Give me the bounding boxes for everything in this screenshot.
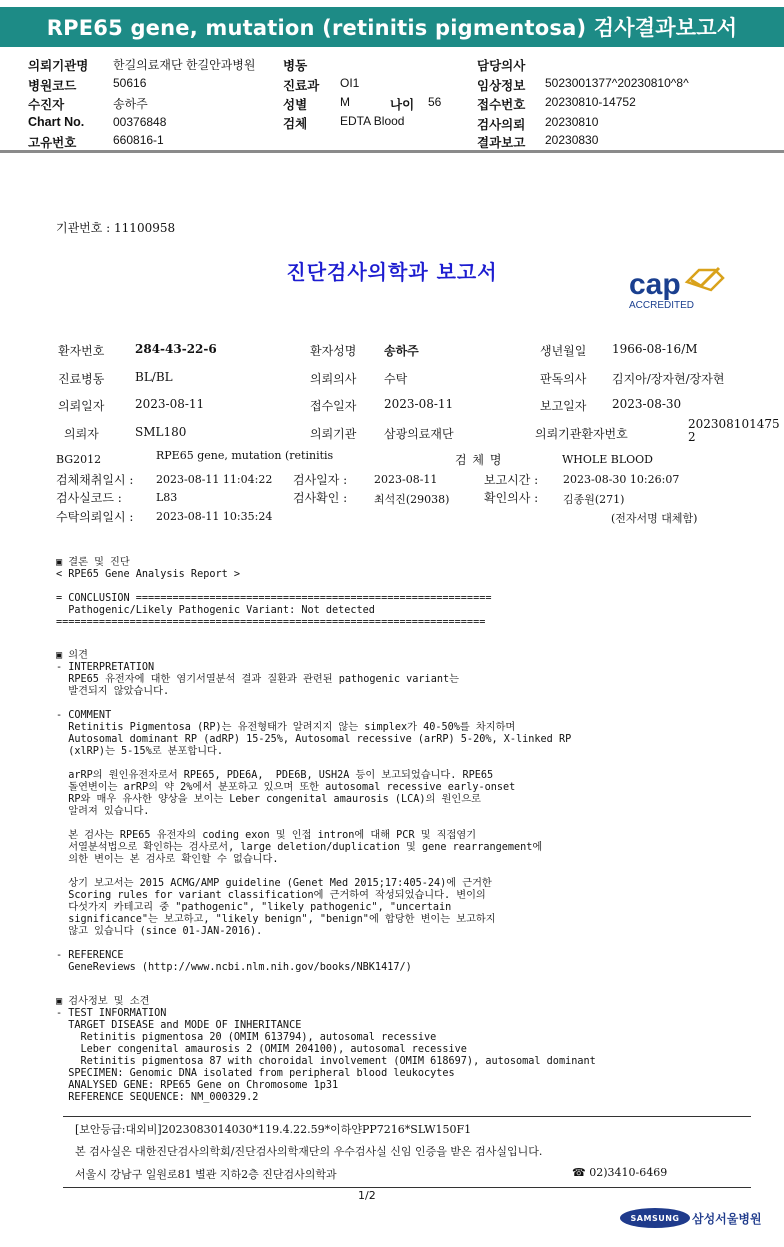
inst-value: 한길의료재단 한길안과병원 [113, 58, 256, 72]
dept-label: 진료과 [283, 79, 320, 93]
patient-no-label: 환자번호 [58, 344, 105, 358]
report-banner [0, 7, 784, 47]
dept-value: OI1 [340, 76, 360, 90]
patient-no: 284-43-22-6 [135, 342, 217, 356]
code-label: 병원코드 [28, 79, 77, 93]
ward: BL/BL [135, 370, 173, 384]
samsung-logo [620, 1208, 690, 1228]
conclusion-section: ▣ 결론 및 진단 < RPE65 Gene Analysis Report > = CONCLUSION ========================================================== Pathogenic/Likely Pathogenic Variant: Not detected ====================================================================== [56, 557, 492, 628]
consign: 2023-08-11 10:35:24 [156, 510, 273, 523]
uid-label: 고유번호 [28, 136, 77, 150]
result-value: 20230830 [545, 133, 599, 147]
patient-name: 송하주 [384, 344, 419, 358]
rec-date: 2023-08-11 [384, 397, 454, 411]
test-info-section: ▣ 검사정보 및 소견 - TEST INFORMATION TARGET DISEASE and MODE OF INHERITANCE Retinitis pigmentosa 20 (OMIM 613794), autosomal recessive Leber congenital amaurosis 2 (OMIM 204100), autosomal recessive Retinitis pigmentosa 87 with choroidal involvement (OMIM 618697), autosomal dominant SPECIMEN: Genomic DNA isolated from peripheral blood leukocytes ANALYSED GENE: RPE65 Gene on Chromosome 1p31 REFERENCE SEQUENCE: NM_000329.2 [56, 996, 596, 1103]
institution-number: 기관번호 : 11100958 [56, 221, 176, 235]
confirm-doc-label: 확인의사 : [484, 491, 539, 505]
report-time-label: 보고시간 : [484, 473, 539, 487]
collect-label: 검체채취일시 : [56, 473, 134, 487]
doctor-label: 담당의사 [477, 59, 526, 73]
specimen-value: EDTA Blood [340, 114, 405, 128]
rep-date-label: 보고일자 [540, 399, 587, 413]
test-name: RPE65 gene, mutation (retinitis [156, 449, 334, 462]
lab-phone: ☎ 02)3410-6469 [572, 1166, 668, 1179]
collect: 2023-08-11 11:04:22 [156, 473, 273, 486]
confirm-doc: 김종원(271) [563, 493, 625, 506]
rec-date-label: 접수일자 [310, 399, 357, 413]
certification-note: 본 검사실은 대한진단검사의학회/진단검사의학재단의 우수검사실 신임 인증을 받은 검사실입니다. [75, 1145, 543, 1158]
requester-label: 의뢰자 [64, 427, 99, 441]
test-date-label: 검사일자 : [293, 473, 348, 487]
room: L83 [156, 491, 178, 504]
clinical-label: 임상정보 [477, 79, 526, 93]
header-info [0, 52, 784, 152]
room-label: 검사실코드 : [56, 491, 122, 505]
req-inst-label: 의뢰기관 [310, 427, 357, 441]
dob-label: 생년월일 [540, 344, 587, 358]
footer-divider-top [63, 1116, 751, 1117]
chart-label: Chart No. [28, 115, 85, 129]
request-value: 20230810 [545, 115, 599, 129]
hospital-name: 삼성서울병원 [692, 1212, 762, 1226]
req-date: 2023-08-11 [135, 397, 205, 411]
result-label: 결과보고 [477, 136, 526, 150]
cap-accredited-logo [627, 264, 727, 310]
header-divider [0, 150, 784, 153]
recv-value: 송하주 [113, 97, 148, 111]
footer-divider-bottom [63, 1187, 751, 1188]
req-inst: 삼광의료재단 [384, 427, 454, 441]
banner-title: RPE65 gene, mutation (retinitis pigmentosa) 검사결과보고서 [46, 16, 738, 40]
clinical-value: 5023001377^20230810^8^ [545, 76, 689, 90]
chart-value: 00376848 [113, 115, 167, 129]
brand-text: SAMSUNG [630, 1213, 680, 1223]
report-title: 진단검사의학과 보고서 [286, 260, 498, 284]
consign-label: 수탁의뢰일시 : [56, 510, 134, 524]
patient-name-label: 환자성명 [310, 344, 357, 358]
rep-date: 2023-08-30 [612, 397, 682, 411]
req-inst-pt: 202308101475 2 [688, 417, 780, 444]
receipt-value: 20230810-14752 [545, 95, 636, 109]
uid-value: 660816-1 [113, 133, 164, 147]
age-value: 56 [428, 95, 442, 109]
test-date: 2023-08-11 [374, 473, 438, 486]
req-date-label: 의뢰일자 [58, 399, 105, 413]
observer: 김지아/장자현/장자현 [612, 372, 725, 386]
specimen-label: 검체 [283, 117, 308, 131]
page-number: 1/2 [358, 1189, 376, 1202]
receipt-label: 접수번호 [477, 98, 526, 112]
report-time: 2023-08-30 10:26:07 [563, 473, 680, 486]
req-inst-pt-label: 의뢰기관환자번호 [535, 427, 628, 441]
inst-label: 의뢰기관명 [28, 59, 89, 73]
spec: WHOLE BLOOD [562, 453, 653, 466]
spec-label: 검 체 명 [455, 453, 503, 467]
doctor: 수탁 [384, 372, 408, 386]
doctor-label-2: 의뢰의사 [310, 372, 357, 386]
lab-address: 서울시 강남구 일원로81 별관 지하2층 진단검사의학과 [75, 1168, 337, 1181]
security-line: [보안등급:대외비]2023083014030*119.4.22.59*이하얀PP7216*SLW150F1 [75, 1123, 472, 1136]
confirm: 최석진(29038) [374, 493, 450, 506]
svg-text:ACCREDITED: ACCREDITED [629, 300, 695, 310]
sex-value: M [340, 95, 350, 109]
sex-label: 성별 [283, 98, 308, 112]
test-code: BG2012 [56, 453, 102, 466]
request-label: 검사의뢰 [477, 118, 526, 132]
dob: 1966-08-16/M [612, 342, 698, 356]
ward-label: 병동 [283, 59, 308, 73]
ward-label-2: 진료병동 [58, 372, 105, 386]
esign-note: (전자서명 대체함) [611, 512, 698, 525]
svg-text:cap: cap [629, 268, 681, 301]
recv-label: 수진자 [28, 98, 65, 112]
age-label: 나이 [390, 98, 415, 112]
requester: SML180 [135, 425, 187, 439]
observer-label: 판독의사 [540, 372, 587, 386]
confirm-label: 검사확인 : [293, 491, 348, 505]
code-value: 50616 [113, 76, 147, 90]
opinion-section: ▣ 의견 - INTERPRETATION RPE65 유전자에 대한 염기서열분석 결과 질환과 관련된 pathogenic variant는 발견되지 않았습니다. - COMMENT Retinitis Pigmentosa (RP)는 유전형태가 알려지지 않는 simplex가 40-50%를 차지하며 Autosomal dominant RP (adRP) 15-25%, Autosomal recessive (arRP) 5-20%, X-linked RP (xlRP)는 5-15%로 분포합니다. arRP의 원인유전자로서 RPE65, PDE6A, PDE6B, USH2A 등이 보고되었습니다. RPE65 돌연변이는 arRP의 약 2%에서 분포하고 있으며 또한 autosomal recessive early-onset RP와 매우 유사한 양상을 보이는 Leber congenital amaurosis (LCA)의 원인으로 알려져 있습니다. 본 검사는 RPE65 유전자의 coding exon 및 인접 intron에 대해 PCR 및 직접염기 서열분석법으로 확인하는 검사로서, large deletion/duplication 및 gene rearrangement에 의한 변이는 본 검사로 확인할 수 없습니다. 상기 보고서는 2015 ACMG/AMP guideline (Genet Med 2015;17:405-24)에 근거한 Scoring rules for variant classification에 근거하여 작성되었습니다. 변이의 다섯가지 카테고리 중 "pathogenic", "likely pathogenic", "uncertain significance"는 보고하고, "likely benign", "benign"에 합당한 변이는 보고하지 않고 있습니다 (since 01-JAN-2016). - REFERENCE GeneReviews (http://www.ncbi.nlm.nih.gov/books/NBK1417/) [56, 650, 572, 973]
